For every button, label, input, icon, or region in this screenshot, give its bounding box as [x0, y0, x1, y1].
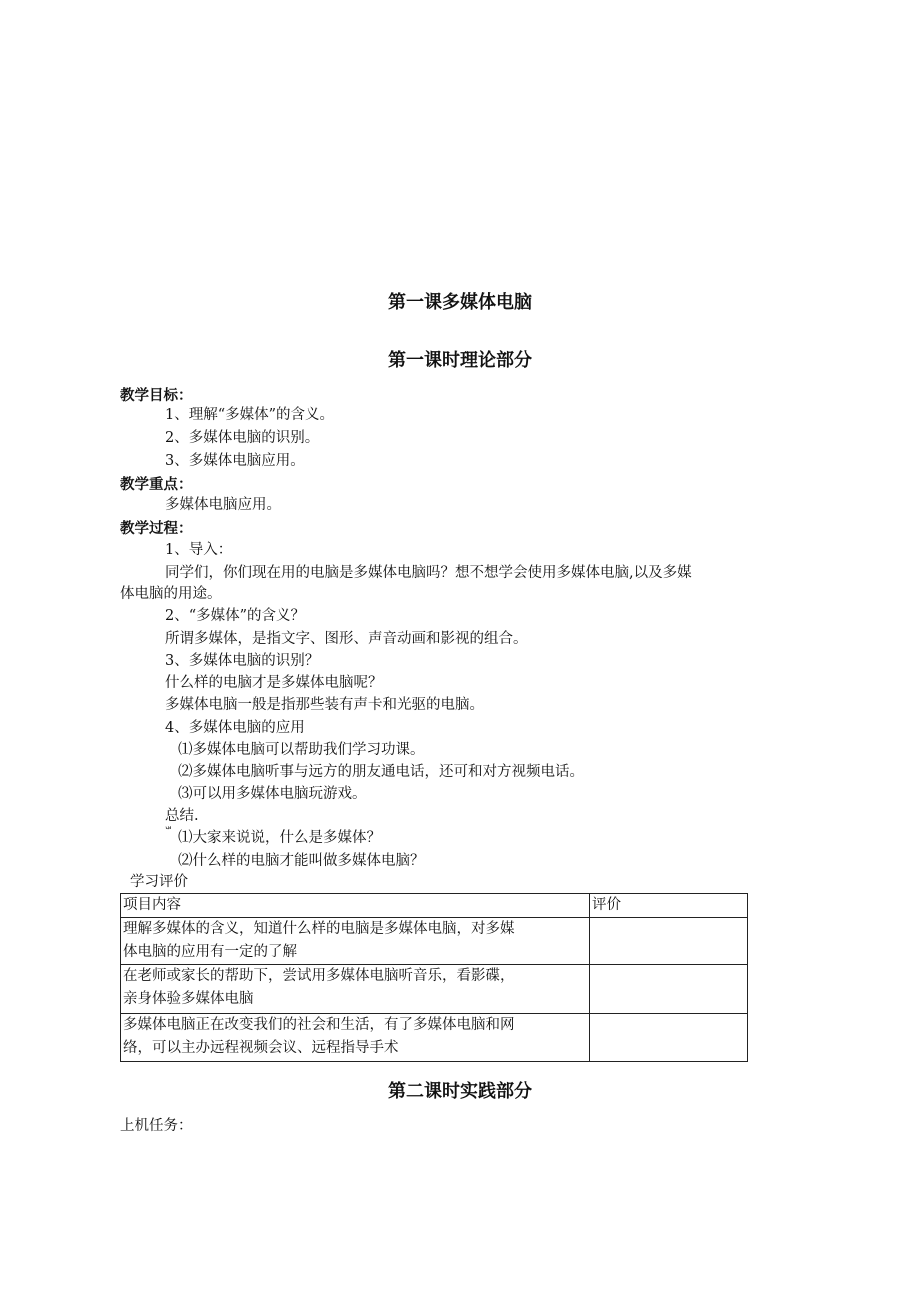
- intro-heading: 1、导入：: [165, 542, 233, 558]
- objective-item: 1、理解“多媒体”的含义。: [165, 407, 335, 423]
- row-content: [121, 1014, 590, 1062]
- header-eval: 评价: [590, 894, 748, 918]
- summary-question: ⑴大家来说说，什么是多媒体？: [178, 830, 381, 846]
- meaning-heading: 2、“多媒体”的含义？: [165, 608, 306, 624]
- evaluation-heading: 学习评价: [130, 874, 188, 890]
- row-eval-cell[interactable]: [590, 918, 748, 965]
- identify-answer: 多媒体电脑一般是指那些装有声卡和光驱的电脑。: [165, 697, 484, 713]
- table-row: [121, 918, 748, 965]
- intro-text-continued: 体电脑的用途。: [120, 586, 222, 602]
- meaning-text: 所谓多媒体，是指文字、图形、声音动画和影视的组合。: [165, 631, 528, 647]
- key-point-heading: 教学重点：: [120, 477, 193, 493]
- identify-question: 什么样的电脑才是多媒体电脑呢？: [165, 675, 383, 691]
- summary-mark: ᄖ: [164, 827, 173, 837]
- row-content-line: 体电脑的应用有一定的了解: [123, 944, 297, 960]
- objectives-heading: 教学目标：: [120, 388, 193, 404]
- apps-heading: 4、多媒体电脑的应用: [165, 720, 305, 736]
- evaluation-table: [120, 893, 748, 1062]
- row-content-line: 多媒体电脑正在改变我们的社会和生活，有了多媒体电脑和网: [123, 1017, 515, 1033]
- identify-heading: 3、多媒体电脑的识别？: [165, 653, 320, 669]
- row-content: [121, 965, 590, 1014]
- row-content-line: 理解多媒体的含义，知道什么样的电脑是多媒体电脑，对多媒: [123, 921, 515, 937]
- key-point-text: 多媒体电脑应用。: [165, 497, 281, 513]
- row-eval-cell[interactable]: [590, 1014, 748, 1062]
- summary-heading: 总结.: [165, 808, 199, 824]
- intro-text: 同学们，你们现在用的电脑是多媒体电脑吗？想不想学会使用多媒体电脑,以及多媒: [165, 565, 692, 581]
- app-item: ⑵多媒体电脑听事与远方的朋友通电话，还可和对方视频电话。: [178, 764, 584, 780]
- document-title: 第一课多媒体电脑: [388, 292, 532, 313]
- row-eval-cell[interactable]: [590, 965, 748, 1014]
- task-heading: 上机任务：: [120, 1118, 193, 1134]
- row-content-line: 亲身体验多媒体电脑: [123, 991, 254, 1007]
- row-content-line: 在老师或家长的帮助下，尝试用多媒体电脑听音乐，看影碟，: [123, 968, 515, 984]
- row-content: [121, 918, 590, 965]
- section-1-title: 第一课时理论部分: [388, 350, 532, 371]
- header-content: 项目内容: [121, 894, 590, 918]
- section-2-title: 第二课时实践部分: [388, 1081, 532, 1102]
- objective-item: 2、多媒体电脑的识别。: [165, 430, 320, 446]
- row-content-line: 络，可以主办远程视频会议、远程指导手术: [123, 1040, 399, 1056]
- table-header-row: [121, 894, 748, 918]
- app-item: ⑴多媒体电脑可以帮助我们学习功课。: [178, 742, 425, 758]
- table-row: [121, 965, 748, 1014]
- summary-question: ⑵什么样的电脑才能叫做多媒体电脑？: [178, 853, 425, 869]
- process-heading: 教学过程：: [120, 521, 193, 537]
- objective-item: 3、多媒体电脑应用。: [165, 453, 305, 469]
- app-item: ⑶可以用多媒体电脑玩游戏。: [178, 786, 367, 802]
- table-row: [121, 1014, 748, 1062]
